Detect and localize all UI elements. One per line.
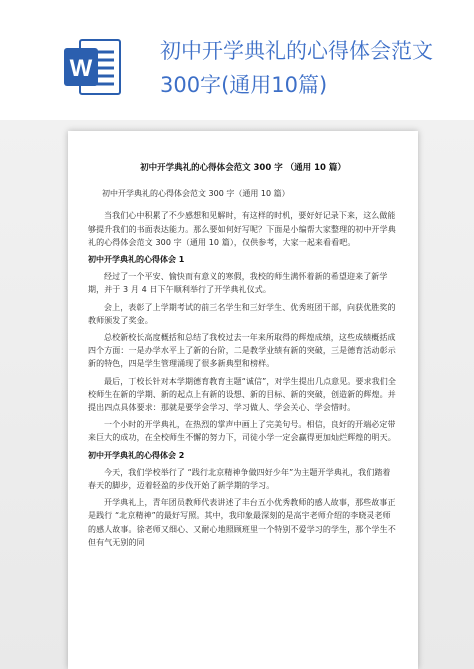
page-title: 初中开学典礼的心得体会范文 300 字 （通用 10 篇） (140, 163, 346, 173)
document-title-line2: 300字(通用10篇) (160, 73, 328, 97)
document-title-line1: 初中开学典礼的心得体会范文 (160, 39, 433, 63)
document-page (68, 131, 418, 669)
paragraph: 一个小时的开学典礼，在热烈的掌声中画上了完美句号。相信，良好的开端必定带来巨大的成功，在全校师生不懈的努力下，司徒小学一定会赢得更加灿烂辉煌的明天。 (88, 420, 396, 443)
section-heading-2: 初中开学典礼的心得体会 2 (88, 450, 185, 460)
section-heading-1: 初中开学典礼的心得体会 1 (88, 255, 185, 265)
paragraph: 开学典礼上，青年团员教师代表讲述了丰台五小优秀教师的感人故事，那些故事正是践行 “北京精神”的最好写照。其中，我印象最深刻的是高宇老师介绍的李晓灵老师的感人故事。徐老师又细心、又耐心地照顾班里一个特别不爱学习的学生，那个学生不但有气无别的同 (88, 498, 396, 547)
paragraph: 会上，表彰了上学期考试的前三名学生和三好学生、优秀班团干部，向获优胜奖的教师颁发了奖金。 (88, 302, 396, 325)
paragraph: 总校新校长高度概括和总结了我校过去一年来所取得的辉煌成绩，这些成绩概括成四个方面：一是办学水平上了新的台阶，二是教学业绩有新的突破，三是德育活动彰示新的特色，四是学生管理涌现了很多新典型和榜样。 (88, 333, 396, 369)
document-body (88, 151, 398, 553)
word-icon (62, 36, 124, 98)
header-banner (0, 0, 474, 120)
paragraph: 经过了一个平安、愉快而有意义的寒假，我校的师生满怀着新的希望迎来了新学期，并于 3 月 4 日下午顺利举行了开学典礼仪式。 (88, 272, 388, 295)
paragraph: 今天，我们学校举行了 “践行北京精神争做四好少年”为主题开学典礼，我们踏着春天的脚步，迈着轻盈的步伐开始了新学期的学习。 (88, 467, 391, 491)
paragraph: 最后，丁校长针对本学期德育教育主题“诚信”，对学生提出几点意见。要求我们全校师生在新的学期、新的起点上有新的设想、新的目标、新的突破，创造新的辉煌。并提出四点具体要求：那就是要学会学习、学习做人、学会关心、学会惜时。 (88, 376, 396, 413)
document-title (160, 34, 460, 102)
word-icon-letter: W (69, 55, 93, 82)
intro-paragraph: 当我们心中积累了不少感想和见解时，有这样的时机，要好好记录下来，这么做能够提升我们的书面表达能力。那么要如何好写呢？下面是小编帮大家整理的初中开学典礼的心得体会范文 300 字（通用 10 篇），仅供参考，大家一起来看看吧。 (88, 211, 396, 247)
page-subtitle: 初中开学典礼的心得体会范文 300 字（通用 10 篇） (102, 189, 290, 199)
